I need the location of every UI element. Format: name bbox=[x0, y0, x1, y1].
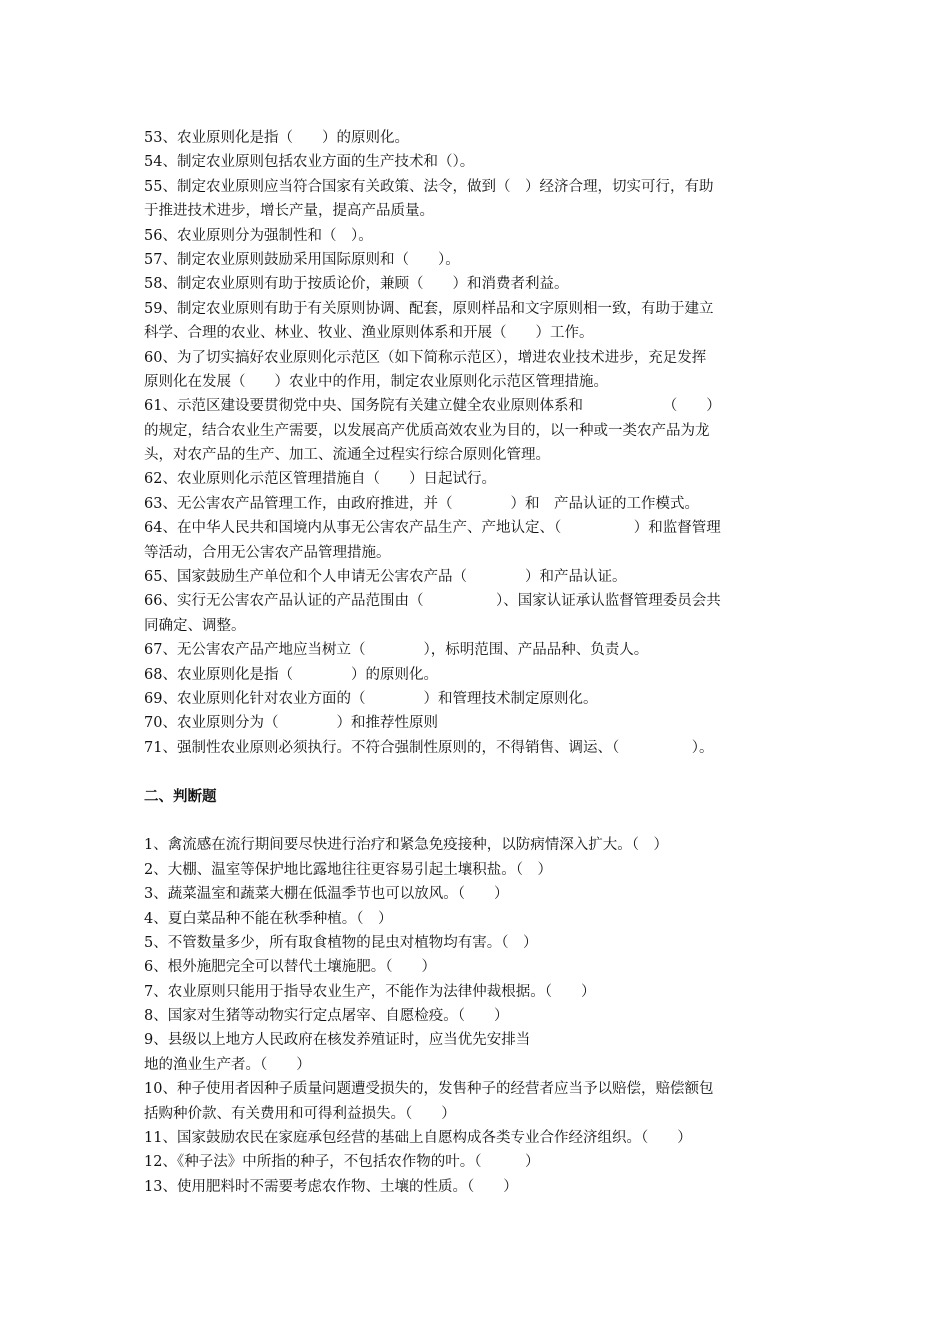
question-line: 56、农业原则分为强制性和（ ）。 bbox=[144, 227, 373, 244]
document-page bbox=[144, 126, 814, 1199]
question-line: 的规定，结合农业生产需要，以发展高产优质高效农业为目的，以一种或一类农产品为龙 bbox=[144, 422, 710, 439]
judgment-line: 13、使用肥料时不需要考虑农作物、土壤的性质。（ ） bbox=[144, 1178, 518, 1195]
question-line: 63、无公害农产品管理工作，由政府推进，并（ ）和 产品认证的工作模式。 bbox=[144, 495, 699, 512]
judgment-line: 5、不管数量多少，所有取食植物的昆虫对植物均有害。（ ） bbox=[144, 934, 538, 951]
judgment-line: 2、大棚、温室等保护地比露地往往更容易引起土壤积盐。（ ） bbox=[144, 861, 552, 878]
judgment-line: 11、国家鼓励农民在家庭承包经营的基础上自愿构成各类专业合作经济组织。（ ） bbox=[144, 1130, 692, 1147]
question-line: 同确定、调整。 bbox=[144, 617, 246, 634]
judgment-line: 8、国家对生猪等动物实行定点屠宰、自愿检疫。（ ） bbox=[144, 1008, 509, 1025]
question-line: 53、农业原则化是指（ ）的原则化。 bbox=[144, 130, 409, 146]
judgment-line: 4、夏白菜品种不能在秋季种植。（ ） bbox=[144, 910, 393, 927]
judgment-line: 9、县级以上地方人民政府在核发养殖证时，应当优先安排当 bbox=[144, 1032, 531, 1049]
question-line: 58、制定农业原则有助于按质论价，兼顾（ ）和消费者利益。 bbox=[144, 276, 569, 293]
fill-blank-questions bbox=[144, 126, 814, 760]
judgment-line: 括购种价款、有关费用和可得利益损失。（ ） bbox=[144, 1105, 456, 1122]
question-line: 头，对农产品的生产、加工、流通全过程实行综合原则化管理。 bbox=[144, 447, 550, 464]
judgment-line: 10、种子使用者因种子质量问题遭受损失的，发售种子的经营者应当予以赔偿，赔偿额包 bbox=[144, 1081, 714, 1098]
question-line: 57、制定农业原则鼓励采用国际原则和（ ）。 bbox=[144, 251, 460, 268]
question-line: 69、农业原则化针对农业方面的（ ）和管理技术制定原则化。 bbox=[144, 690, 598, 707]
question-line: 60、为了切实搞好农业原则化示范区（如下简称示范区），增进农业技术进步，充足发挥 bbox=[144, 349, 707, 366]
question-line: 68、农业原则化是指（ ）的原则化。 bbox=[144, 666, 438, 683]
question-line: 71、强制性农业原则必须执行。不符合强制性原则的，不得销售、调运、（ ）。 bbox=[144, 739, 714, 756]
question-line: 于推进技术进步，增长产量，提高产品质量。 bbox=[144, 203, 434, 220]
question-line: 62、农业原则化示范区管理措施自（ ）日起试行。 bbox=[144, 471, 496, 488]
judgment-line: 3、蔬菜温室和蔬菜大棚在低温季节也可以放风。（ ） bbox=[144, 886, 509, 903]
judgment-line: 7、农业原则只能用于指导农业生产，不能作为法律仲裁根据。（ ） bbox=[144, 983, 596, 1000]
question-line: 原则化在发展（ ）农业中的作用，制定农业原则化示范区管理措施。 bbox=[144, 373, 608, 390]
question-line: 54、制定农业原则包括农业方面的生产技术和（）。 bbox=[144, 154, 475, 171]
judgment-line: 12、《种子法》中所指的种子，不包括农作物的叶。（ ） bbox=[144, 1154, 540, 1171]
spacer bbox=[144, 809, 814, 833]
judgment-line: 地的渔业生产者。（ ） bbox=[144, 1056, 311, 1073]
spacer bbox=[144, 760, 814, 784]
question-line: 70、农业原则分为（ ）和推荐性原则 bbox=[144, 715, 438, 732]
question-line: 等活动，合用无公害农产品管理措施。 bbox=[144, 544, 391, 561]
judgment-questions bbox=[144, 833, 814, 1199]
question-line: 64、在中华人民共和国境内从事无公害农产品生产、产地认定、（ ）和监督管理 bbox=[144, 520, 721, 537]
judgment-line: 6、根外施肥完全可以替代土壤施肥。（ ） bbox=[144, 959, 436, 976]
judgment-line: 1、禽流感在流行期间要尽快进行治疗和紧急免疫接种，以防病情深入扩大。（ ） bbox=[144, 837, 668, 854]
question-line: 65、国家鼓励生产单位和个人申请无公害农产品（ ）和产品认证。 bbox=[144, 569, 627, 586]
question-line: 66、实行无公害农产品认证的产品范围由（ ）、国家认证承认监督管理委员会共 bbox=[144, 593, 721, 610]
question-line: 59、制定农业原则有助于有关原则协调、配套，原则样品和文字原则相一致，有助于建立 bbox=[144, 300, 714, 317]
section-title: 二、判断题 bbox=[144, 788, 217, 805]
question-line: 61、示范区建设要贯彻党中央、国务院有关建立健全农业原则体系和 （ ） bbox=[144, 398, 721, 415]
question-line: 55、制定农业原则应当符合国家有关政策、法令，做到（ ）经济合理，切实可行，有助 bbox=[144, 178, 714, 195]
question-line: 67、无公害农产品产地应当树立（ ），标明范围、产品品种、负责人。 bbox=[144, 642, 649, 659]
question-line: 科学、合理的农业、林业、牧业、渔业原则体系和开展（ ）工作。 bbox=[144, 325, 594, 342]
